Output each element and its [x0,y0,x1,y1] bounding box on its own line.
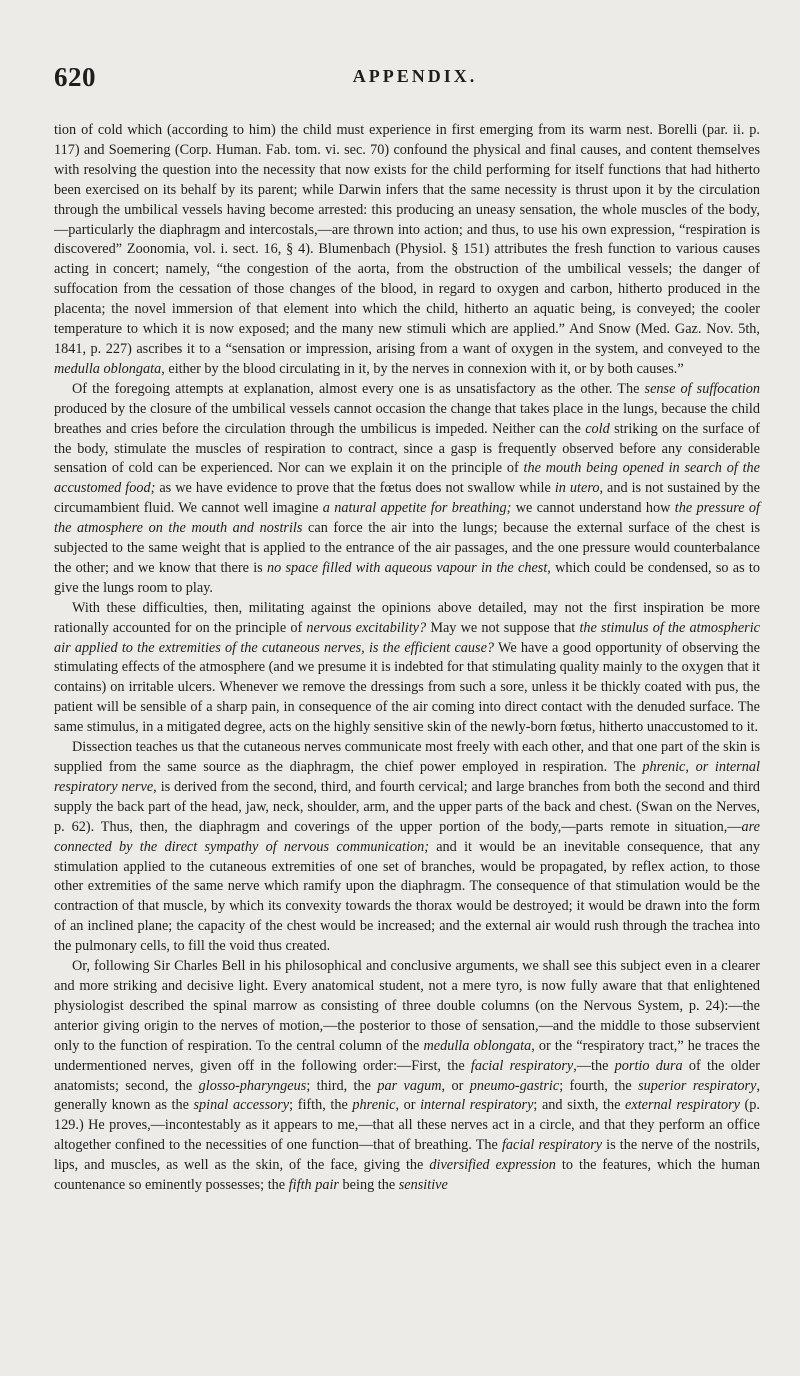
italic-run: no space filled with aqueous vapour in the chest, [267,559,551,576]
italic-run: internal respiratory [420,1097,534,1114]
text-run: (p. 129.) He proves,—incontestably as it appears to me,—that all these nerves act in a circle, and that they perform an office altogether confined to the necessities of one function—that of breathing. The [54,1097,760,1154]
italic-run: diversified expression [429,1157,556,1174]
text-run: and it would be an inevitable consequence, that any stimulation applied to the cutaneous extremities of one set of branches, would be propagated, by reflex action, to those other extremities of the same nerve which ramify upon the diaphragm. The consequence of that stimulation would be the contraction of that muscle, by which its convexity towards the thorax would be destroyed; it would be drawn into the form of an inclined plane; the capacity of the chest would be increased; and the external air would rush through the trachea into the pulmonary cells, to fill the void thus created. [54,838,760,955]
text-run: ; third, the [306,1077,378,1094]
text-run: May we not suppose that [426,619,580,636]
italic-run: are connected by the direct sympathy of nervous communication; [54,818,760,855]
running-head: APPENDIX. [352,66,478,86]
paragraph [54,957,760,1196]
text-run: is the nerve of the nostrils, lips, and muscles, as well as the skin, of the face, giving the [54,1137,760,1174]
paragraph [54,380,760,599]
text-run: being the [338,1177,399,1194]
italic-run: facial respiratory [501,1137,603,1154]
text-run: Dissection teaches us that the cutaneous nerves communicate most freely with each other, and that one part of the skin is supplied from the same source as the diaphragm, the chief power employed in respiration. The [54,739,760,775]
italic-run: cold [585,420,610,437]
text-run: ; fifth, the [289,1097,353,1114]
italic-run: facial respiratory [470,1057,574,1074]
text-run: , or [395,1097,421,1114]
italic-run: sensitive [398,1177,448,1194]
italic-run: pneumo-gastric [469,1077,560,1094]
text-run: produced by the closure of the umbilical vessels cannot occasion the change that takes place in the lungs, because the child breathes and cries before the circulation through the umbilicus is impeded. Neither can the [54,400,760,437]
text-run: We have a good opportunity of observing the stimulating effects of the atmosphere (and we presume it is indebted for that stimulating quality mainly to the oxygen that it contains) on irritable ulcers. Whenever we remove the dressings from such a sore, unless it be thickly coated with pus, the patient will be sensible of a sharp pain, in consequence of the air coming into direct contact with the denuded surface. The same stimulus, in a mitigated degree, acts on the highly sensitive skin of the newly-born fœtus, hitherto unaccustomed to it. [54,639,761,736]
italic-run: external respiratory [625,1097,740,1114]
italic-run: a natural appetite for breathing; [322,500,512,517]
italic-run: par vagum [377,1077,442,1094]
text-run: ; and sixth, the [533,1097,626,1114]
italic-run: the mouth being opened in search of the accustomed food; [54,460,760,497]
italic-run: portio dura [614,1057,683,1074]
text-run: ,—the [573,1057,615,1074]
paragraph [54,599,760,738]
text-run: can force the air into the lungs; because the external surface of the chest is subjected to the same weight that is applied to the entrance of the air passages, and the one pressure would counterbalance the other; and we know that there is [54,520,760,576]
italic-run: the pressure of the atmosphere on the mouth and nostrils [54,500,760,537]
text-run: we cannot understand how [511,500,675,517]
text-run: is derived from the second, third, and fourth cervical; and large branches from both the second and third supply the back part of the head, jaw, neck, shoulder, arm, and the upper parts of the back and chest. (Swan on the Nerves, p. 62). Thus, then, the diaphragm and coverings of the upper portion of the body,—parts remote in situation,— [54,778,760,835]
text-run: which could be condensed, so as to give the lungs room to play. [54,559,761,596]
text-run: , or the “respiratory tract,” he traces the undermentioned nerves, given off in the following order:—First, the [54,1037,760,1074]
italic-run: the stimulus of the atmospheric air applied to the extremities of the cutaneous nerves, is the efficient cause? [54,619,761,656]
italic-run: fifth pair [288,1177,339,1194]
italic-run: phrenic [352,1097,396,1114]
paragraph [54,121,760,380]
body-text [54,121,760,1196]
text-run: as we have evidence to prove that the fœtus does not swallow while [155,480,555,497]
text-run: Of the foregoing attempts at explanation, almost every one is as unsatisfactory as the other. The [72,380,645,397]
page-number: 620 [54,62,96,92]
text-run: , generally known as the [54,1077,760,1114]
italic-run: spinal accessory [193,1097,290,1114]
italic-run: glosso-pharyngeus [198,1077,307,1094]
text-run: Or, following Sir Charles Bell in his philosophical and conclusive arguments, we shall see this subject even in a clearer and more striking and decisive light. Every anatomical student, not a mere tyro, is now fully aware that that enlightened physiologist described the spinal marrow as consisting of three double columns (on the Nervous System, p. 24):—the anterior giving origin to the nerves of motion,—the posterior to those of sensation,—and the middle to those subservient only to the function of respiration. To the central column of the [54,958,760,1054]
italic-run: medulla oblongata [423,1037,532,1054]
text-run: , and is not sustained by the circumambient fluid. We cannot well imagine [54,480,761,517]
italic-run: sense of suffocation [644,380,760,397]
text-run: tion of cold which (according to him) the child must experience in first emerging from its warm nest. Borelli (par. ii. p. 117) and Soemering (Corp. Human. Fab. tom. vi. sec. 70) confound the physical and final causes, and content themselves with resolving the question into the necessity that now exists for the child performing for itself functions that had hitherto been exercised on its behalf by its parent; while Darwin infers that the same necessity is thrust upon it by the circulation through the umbilical vessels having become arrested: this producing an uneasy sensation, the whole muscles of the body,—particularly the diaphragm and intercostals,—are thrown into action; and thus, to use his own expression, “respiration is discovered” Zoonomia, vol. i. sect. 16, § 4). Blumenbach (Physiol. § 151) attributes the fresh function to various causes acting in concert; namely, “the congestion of the aorta, from the obstruction of the umbilical vessels; the danger of suffocation from the cessation of those changes of the blood, in regard to oxygen and carbon, hitherto produced in the placenta; the novel immersion of that element into which the child, hitherto an aquatic being, is conveyed; the cooler temperature to which it is now exposed; and the many new stimuli which are applied.” And Snow (Med. Gaz. Nov. 5th, 1841, p. 227) ascribes it to a “sensation or impression, arising from a want of oxygen in the system, and conveyed to the [54,122,760,357]
text-run: to the features, which the human countenance so eminently possesses; the [54,1157,761,1194]
italic-run: nervous excitability? [306,619,427,636]
italic-run: phrenic, or internal respiratory nerve, [54,759,761,795]
italic-run: superior respiratory [638,1077,757,1094]
italic-run: in utero [554,480,600,497]
text-run: With these difficulties, then, militating against the opinions above detailed, may not the first inspiration be more rationally accounted for on the principle of [54,599,760,636]
text-run: , or [441,1077,470,1094]
paragraph [54,738,760,957]
text-run: of the older anatomists; second, the [54,1057,760,1094]
text-run: striking on the surface of the body, stimulate the muscles of respiration to contract, since a gasp is frequently observed before any considerable sensation of cold can be experienced. Nor can we explain it on the principle of [54,420,760,477]
text-run: , either by the blood circulating in it, by the nerves in connexion with it, or by both causes.” [161,360,684,377]
italic-run: medulla oblongata [54,360,162,377]
text-run: ; fourth, the [559,1077,639,1094]
